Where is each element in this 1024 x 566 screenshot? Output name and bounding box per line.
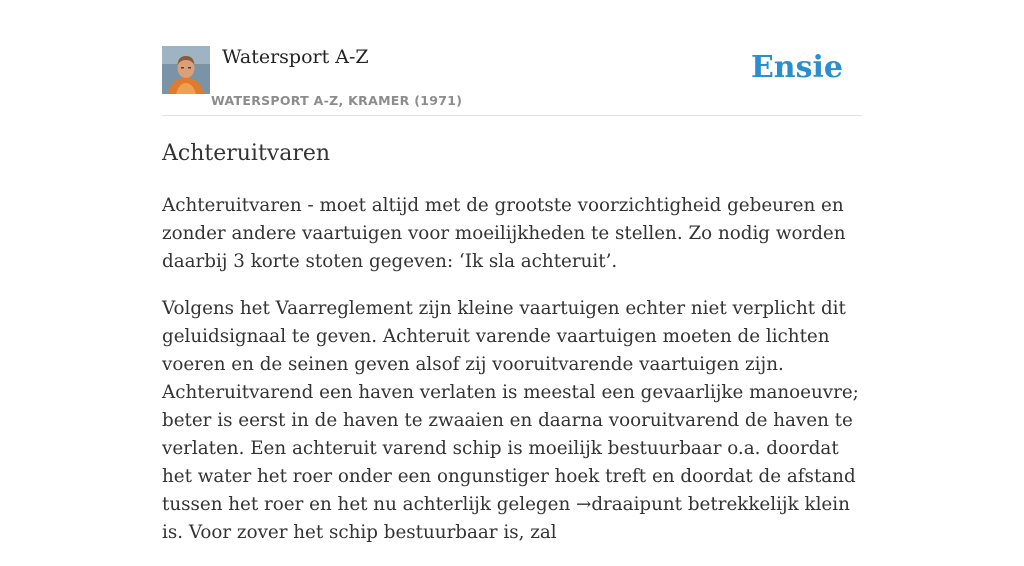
entry-page: [162, 0, 862, 543]
source-title[interactable]: Watersport A-Z: [222, 46, 369, 68]
entry-body: [162, 192, 862, 566]
avatar-image: [162, 46, 210, 94]
author-avatar[interactable]: [162, 46, 210, 94]
source-subtitle[interactable]: WATERSPORT A-Z, KRAMER (1971): [211, 93, 463, 108]
entry-title: Achteruitvaren: [162, 141, 331, 166]
entry-paragraph: Volgens het Vaarreglement zijn kleine vaartuigen echter niet verplicht dit geluidsignaal te geven. Achteruit varende vaartuigen moeten de lichten voeren en de seinen geven alsof zij vooruitvarende vaartuigen zijn. Achteruitvarend een haven verlaten is meestal een gevaarlijke manoeuvre; beter is eerst in de haven te zwaaien en daarna vooruitvarend de haven te verlaten. Een achteruit varend schip is moeilijk bestuurbaar o.a. doordat het water het roer onder een ongunstiger hoek treft en doordat de afstand tussen het roer en het nu achterlijk gelegen →draaipunt betrekkelijk klein is. Voor zover het schip bestuurbaar is, zal: [162, 298, 859, 543]
entry-header: [162, 0, 862, 116]
brand-logo[interactable]: Ensie: [750, 50, 843, 85]
entry-paragraph: Achteruitvaren - moet altijd met de grootste voorzichtigheid gebeuren en zonder andere vaartuigen voor moeilijkheden te stellen. Zo nodig worden daarbij 3 korte stoten gegeven: ‘Ik sla achteruit’.: [162, 195, 846, 272]
